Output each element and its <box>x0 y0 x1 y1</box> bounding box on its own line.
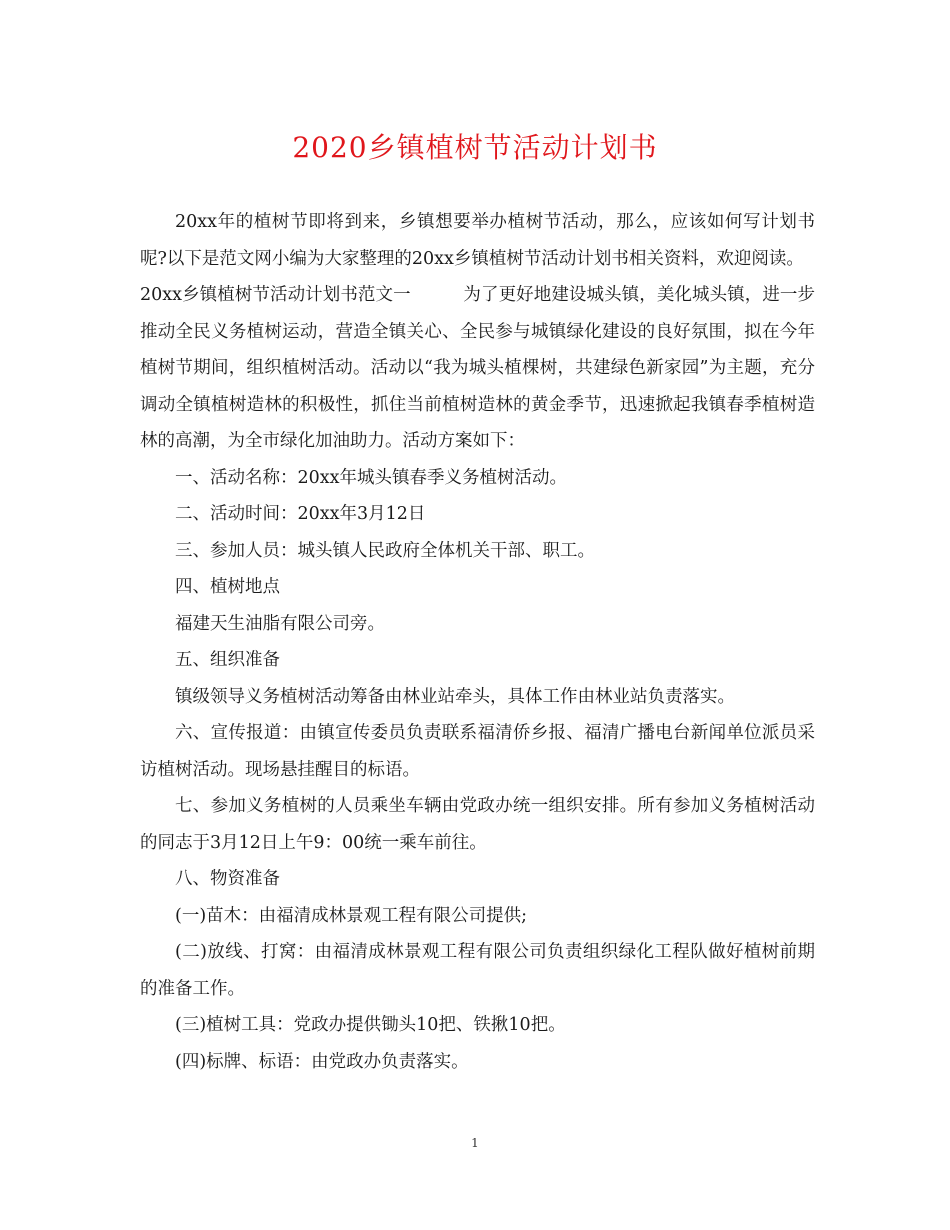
paragraph: 六、宣传报道：由镇宣传委员负责联系福清侨乡报、福清广播电台新闻单位派员采访植树活动。现场悬挂醒目的标语。 <box>140 723 815 780</box>
paragraph: (二)放线、打窝：由福清成林景观工程有限公司负责组织绿化工程队做好植树前期的准备工作。 <box>140 942 815 999</box>
paragraph: 20xx年的植树节即将到来，乡镇想要举办植树节活动，那么，应该如何写计划书呢?以下是范文网小编为大家整理的20xx乡镇植树节活动计划书相关资料，欢迎阅读。 <box>140 212 815 269</box>
page-title: 2020乡镇植树节活动计划书 <box>292 131 658 164</box>
paragraph: 福建天生油脂有限公司旁。 <box>175 613 385 634</box>
paragraph: 五、组织准备 <box>175 650 280 670</box>
paragraph: 三、参加人员：城头镇人民政府全体机关干部、职工。 <box>175 540 595 561</box>
paragraph: (三)植树工具：党政办提供锄头10把、铁揪10把。 <box>175 1015 566 1035</box>
paragraph: 一、活动名称：20xx年城头镇春季义务植树活动。 <box>175 467 568 488</box>
paragraph: 七、参加义务植树的人员乘坐车辆由党政办统一组织安排。所有参加义务植树活动的同志于3月12日上午9：00统一乘车前往。 <box>140 796 815 853</box>
page-number: 1 <box>471 1136 479 1150</box>
paragraph: 镇级领导义务植树活动筹备由林业站牵头，具体工作由林业站负责落实。 <box>175 686 735 707</box>
document-body <box>140 204 815 1080</box>
paragraph: (一)苗木：由福清成林景观工程有限公司提供; <box>175 905 528 926</box>
paragraph: 八、物资准备 <box>175 869 280 889</box>
paragraph: (四)标牌、标语：由党政办负责落实。 <box>175 1051 469 1072</box>
paragraph: 20xx乡镇植树节活动计划书范文一 为了更好地建设城头镇，美化城头镇，进一步推动全民义务植树运动，营造全镇关心、全民参与城镇绿化建设的良好氛围，拟在今年植树节期间，组织植树活动。活动以“我为城头植棵树，共建绿色新家园”为主题，充分调动全镇植树造林的积极性，抓住当前植树造林的黄金季节，迅速掀起我镇春季植树造林的高潮，为全市绿化加油助力。活动方案如下： <box>140 285 815 451</box>
paragraph: 四、植树地点 <box>175 577 280 597</box>
paragraph: 二、活动时间：20xx年3月12日 <box>175 504 426 524</box>
